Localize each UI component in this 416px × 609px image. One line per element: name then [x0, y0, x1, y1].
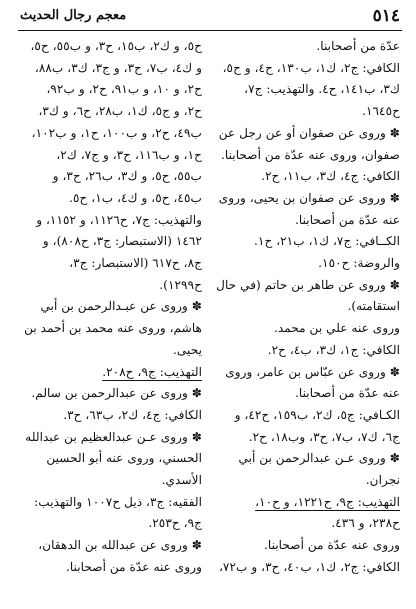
text-line: الكافي: ج١، ك٣، ب٤، ح٢.	[267, 342, 400, 357]
running-title: معجم رجال الحديث	[20, 8, 127, 23]
text-line: ✽ وروى عن صفوان أو عن رجل عن	[218, 125, 400, 140]
text-line: ح١٦٤٥.	[362, 104, 400, 119]
text-line: ب٤٥، ح٥، و ك٤، ب١، ح٥.	[69, 190, 202, 205]
text-line: الفقيه: ج٣، ذيل ح١٠٠٧ والتهذيب:	[34, 494, 202, 509]
page-number: ٥١٤	[372, 6, 400, 26]
text-line: ح١، و ب١١٦، ح٣، و ج٧، ك٢،	[56, 147, 202, 162]
text-line: والروضة: ح١٥٠.	[318, 256, 400, 271]
text-line: صفوان، وروى عنه عدّة من أصحابنا.	[221, 147, 400, 162]
text-line: ح٢٣٨، و ٤٣٦.	[331, 516, 400, 531]
text-line: و ك٤، ب٧، ح٣، و ج٣، ك٣، ب٨٨،	[34, 60, 202, 75]
text-line: عنه عدّة من أصحابنا.	[295, 212, 400, 227]
text-line: يحيى.	[173, 342, 202, 357]
text-line: وروى عنه علي بن محمد.	[273, 321, 400, 336]
text-line: ح٢، و ج٥، ك١، ب٢٨، ح٦، و ك٣،	[38, 104, 202, 119]
text-line: نجران.	[365, 473, 400, 488]
text-line: الكــافي: ج٧، ك١، ب٢١، ح١.	[254, 234, 400, 249]
text-line: ✽ وروى عن طاهر بن حاتم (في حال	[216, 277, 400, 292]
text-line: عدّة من أصحابنا.	[316, 39, 400, 53]
text-line: ج٨، ح٦١٧ (الاستبصار: ج٣،	[69, 256, 202, 271]
text-line: ١٤٦٢ (الاستبصار: ج٣، ح٨٠٨)، و	[42, 234, 202, 249]
text-line: الكافي: ج٢، ك١، ب١٣٠، ح٤، و ح٥،	[222, 60, 400, 75]
text-line: ✽ وروى عن عبّاس بن عامر، وروى	[225, 364, 400, 379]
text-line: ✽ وروى عـن عبدالرحمن بن أبي	[238, 451, 400, 466]
text-line: ك٣، ب١٤١، ح٤. والتهذيب: ج٧،	[244, 82, 400, 97]
text-line: الأسدي.	[161, 473, 202, 488]
text-line: ح٢، و ١٠، و ب٩١، ح٢، و ب٩٢،	[46, 82, 202, 97]
text-line: عنه عدّة من أصحابنا.	[295, 386, 400, 401]
text-line: ج٩، ح٢٥٣.	[148, 516, 202, 531]
text-line: التهذيب: ج٩، ح١٢٢١، و ح١٠،	[255, 494, 400, 509]
text-line: ب٥٥، ح٥، و ك٣، ب٢٦، ح٣، و	[52, 169, 202, 184]
text-line: ✽ وروى عن عبـدالرحمن بن أبي	[40, 299, 202, 314]
text-line: الكافي: ج٤، ك٣، ب١١، ح٢.	[261, 169, 400, 184]
text-line: وروى عنه عدّة من أصحابنا.	[65, 559, 202, 574]
text-line: ح١٢٩٩).	[159, 277, 202, 292]
text-line: ب٤٩، ح٢، و ب١٠٠، ح١، و ب١٠٢،	[31, 125, 202, 140]
text-line: ✽ وروى عن عبدالله بن الدهقان،	[38, 538, 202, 553]
text-line: وروى عنه عدّة من أصحابنا.	[263, 538, 400, 553]
text-line: ح٥، و ك٢، ب١٥، ح٣، و ب٥٥، ح٥،	[30, 39, 202, 53]
left-text-column	[16, 36, 202, 604]
text-line: الكـافي: ج٥، ك٢، ب١٥٩، ح٤٢، و	[234, 407, 400, 422]
page-header	[18, 4, 402, 31]
text-line: الكافي: ج٤، ك٢، ب٦٣، ح٣.	[63, 407, 202, 422]
text-line: الحسني، وروى عنه أبو الحسين	[46, 451, 202, 466]
right-text-column	[214, 36, 400, 604]
text-line: ✽ وروى عن عبدالرحمن بن سالم.	[31, 386, 202, 401]
text-line: التهذيب: ج٩، ح٢٠٨.	[102, 364, 202, 379]
text-line: الكافي: ج٢، ك١، ب٤٠، ح٣، و ب٧٢،	[218, 559, 400, 574]
text-line: ج٦، ك٧، ب٧، ح٣، وب١٨، ح٢.	[248, 429, 400, 444]
text-line: والتهذيب: ج٧، ح١١٢٦، و ١١٥٢، و	[36, 212, 202, 227]
text-line: هاشم، وروى عنه محمد بن أحمد بن	[24, 321, 202, 336]
text-line: ✽ وروى عـن عبدالعظيم بن عبدالله	[25, 429, 202, 444]
text-line: استقامته).	[347, 299, 400, 314]
text-line: ✽ وروى عن صفوان بن يحيى، وروى	[218, 190, 400, 205]
